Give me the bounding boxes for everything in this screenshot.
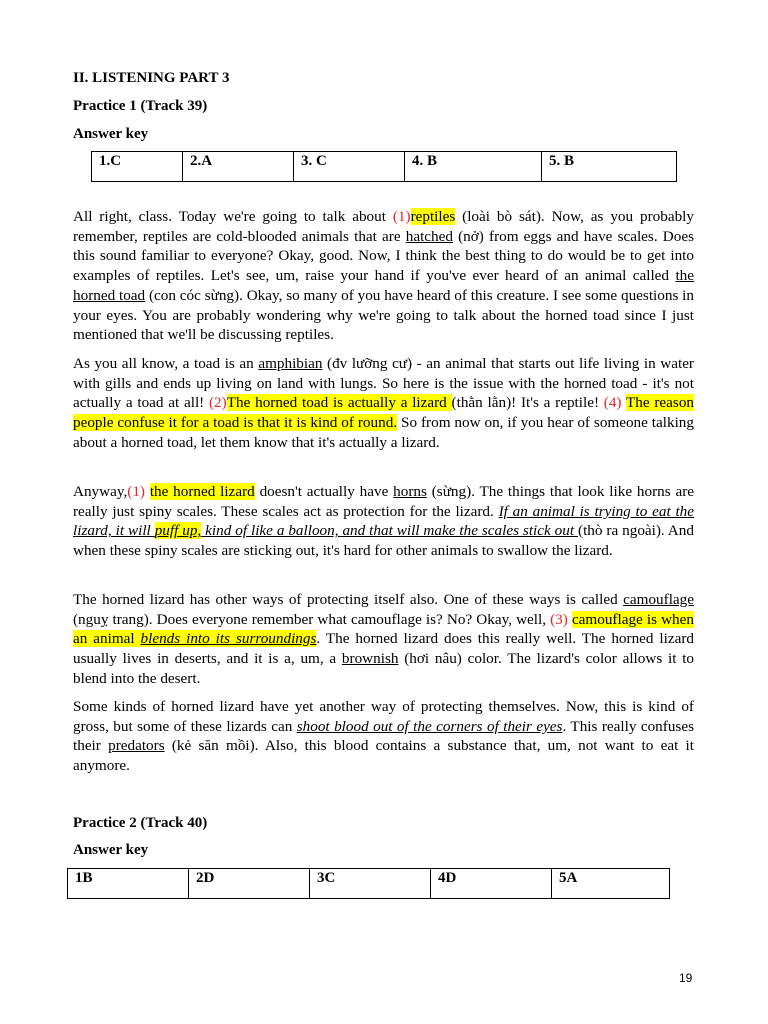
question-marker: (4) [603, 394, 626, 412]
text: (kẻ săn mồi). Also, this blood contains a substance that, um, not want to eat it anymore. [73, 737, 694, 775]
text: (thằn lằn)! It's a reptile! [451, 394, 604, 412]
transcript-paragraph-4 [73, 590, 694, 689]
practice2-answer-table [67, 868, 670, 899]
highlighted-answer: the horned lizard [149, 483, 255, 500]
text: The horned lizard has other ways of protecting itself also. One of these ways is called [73, 591, 624, 608]
question-marker: (2) [209, 394, 227, 412]
text: (sừng). The things that look like horns are really just spiny scales. These scales act as protection for the lizard. [73, 483, 694, 520]
transcript-paragraph-2 [73, 354, 694, 453]
text: (thò ra ngoài). And when these spiny scales are sticking out, it's hard for other animals to swallow the lizard. [73, 522, 694, 560]
highlighted-phrase: blends into its surroundings [140, 630, 317, 648]
text: (nở) from eggs and have scales. Does this sound familiar to everyone? Okay, good. Now, I think the best thing to do would be to get into examples of reptiles. Let's see, um, raise your hand if you've ever heard of an animal called [73, 227, 694, 285]
text: Anyway, [73, 483, 128, 500]
vocab-term: hatched [405, 227, 453, 245]
highlighted-answer: The reason people confuse it for a toad is that it is kind of round. [73, 394, 695, 432]
practice2-answer-key-label: Answer key [73, 842, 149, 858]
answer-cell-4: 4. B [405, 152, 542, 182]
highlighted-answer: reptiles [410, 208, 456, 225]
text: doesn't actually have [254, 483, 394, 500]
answer-cell-5: 5. B [542, 152, 677, 182]
table-row [68, 869, 670, 899]
text: All right, class. Today we're going to talk about [73, 208, 393, 225]
transcript-paragraph-5 [73, 697, 694, 776]
answer-cell-4: 4D [431, 869, 552, 899]
answer-cell-2: 2.A [183, 152, 294, 182]
table-row [92, 152, 677, 182]
page-number: 19 [679, 971, 693, 985]
practice1-title: Practice 1 (Track 39) [73, 98, 208, 114]
text: (loài bò sát). Now, as you probably remember, reptiles are cold-blooded animals that are [73, 208, 694, 245]
highlighted-answer: camouflage is when an animal [73, 610, 694, 648]
answer-cell-5: 5A [552, 869, 670, 899]
question-marker: (1) [127, 483, 150, 500]
section-title: II. LISTENING PART 3 [73, 70, 230, 86]
text: (hơi nâu) color. The lizard's color allows it to blend into the desert. [73, 650, 695, 687]
emphasized-phrase: kind of like a balloon, and that will make the scales stick out [201, 522, 579, 540]
answer-cell-3: 3. C [294, 152, 405, 182]
practice1-answer-key-label: Answer key [73, 126, 149, 142]
answer-cell-1: 1B [68, 869, 189, 899]
emphasized-phrase: shoot blood out of the corners of their eyes [296, 717, 563, 735]
text: As you all know, a toad is an [73, 355, 259, 372]
transcript-paragraph-3 [73, 482, 694, 561]
vocab-term: amphibian [258, 355, 323, 372]
vocab-term: camouflage [623, 591, 694, 608]
text: . This really confuses their [73, 717, 694, 755]
answer-cell-3: 3C [310, 869, 431, 899]
vocab-term: predators [108, 737, 165, 755]
question-marker: (1) [392, 208, 411, 225]
highlighted-phrase: puff up, [154, 522, 202, 540]
text: (con cóc sừng). Okay, so many of you have heard of this creature. I see some questions in your eyes. You are probably wondering why we're going to talk about the horned toad since I just mentioned that we'll be discussing reptiles. [73, 286, 694, 344]
answer-cell-2: 2D [189, 869, 310, 899]
practice1-answer-table [91, 151, 677, 182]
highlighted-answer: The horned toad is actually a lizard [226, 394, 452, 412]
text: . The horned lizard does this really well. The horned lizard usually lives in deserts, and it is a, um, a [73, 630, 694, 668]
text: (nguỵ trang). Does everyone remember what camouflage is? No? Okay, well, [73, 610, 551, 628]
vocab-term: brownish [341, 650, 399, 668]
vocab-term: horns [393, 483, 427, 500]
vocab-term: the horned toad [73, 267, 694, 304]
practice2-title: Practice 2 (Track 40) [73, 815, 208, 831]
question-marker: (3) [550, 610, 572, 628]
text: So from now on, if you hear of someone talking about a horned toad, let them know that it's actually a lizard. [73, 414, 694, 451]
answer-cell-1: 1.C [92, 152, 183, 182]
text: Some kinds of horned lizard have yet another way of protecting themselves. Now, this is kind of gross, but some of these lizards can [73, 698, 694, 735]
emphasized-phrase: If an animal is trying to eat the lizard, it will [73, 502, 694, 540]
text: (đv lưỡng cư) - an animal that starts out life living in water with gills and ends up living on land with lungs. So here is the issue with the horned toad - it's not actually a toad at all! [73, 355, 694, 412]
transcript-paragraph-1 [73, 207, 694, 345]
